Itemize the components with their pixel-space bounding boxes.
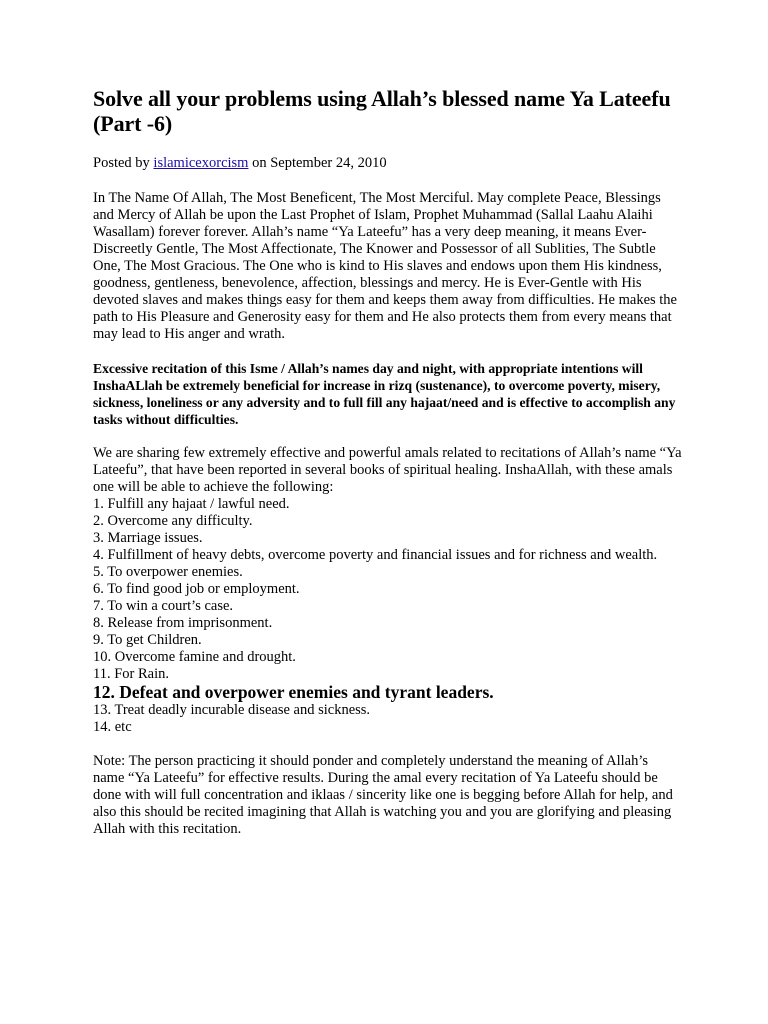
author-link[interactable]: islamicexorcism [153, 155, 249, 171]
posted-by-label: Posted by [93, 155, 150, 171]
list-item: 10. Overcome famine and drought. [93, 649, 296, 665]
recitation-benefits-paragraph: Excessive recitation of this Isme / Allah’s names day and night, with appropriate intentions will InshaALlah be extremely beneficial for increase in rizq (sustenance), to overcome poverty, misery, sickness, loneliness or any adversity and to full fill any hajaat/need and is effective to accomplish any tasks without difficulties. [93, 361, 676, 427]
list-item: 6. To find good job or employment. [93, 581, 300, 597]
note-paragraph: Note: The person practicing it should ponder and completely understand the meaning of Allah’s name “Ya Lateefu” for effective results. During the amal every recitation of Ya Lateefu should be done with will full concentration and iklaas / sincerity like one is begging before Allah for help, and also this should be recited imagining that Allah is watching you and you are glorifying and pleasing Allah with this recitation. [93, 753, 673, 837]
list-item: 8. Release from imprisonment. [93, 615, 273, 631]
list-item: 7. To win a court’s case. [93, 598, 234, 614]
list-item: 11. For Rain. [93, 666, 169, 682]
amals-intro-paragraph: We are sharing few extremely effective and powerful amals related to recitations of Allah’s name “Ya Lateefu”, that have been reported in several books of spiritual healing. InshaAllah, with these amals one will be able to achieve the following: [93, 445, 682, 495]
list-item-highlighted: 12. Defeat and overpower enemies and tyrant leaders. [93, 682, 494, 702]
post-meta [93, 155, 683, 172]
list-item: 4. Fulfillment of heavy debts, overcome poverty and financial issues and for richness and wealth. [93, 547, 658, 563]
list-item: 14. etc [93, 719, 132, 735]
intro-paragraph: In The Name Of Allah, The Most Beneficent, The Most Merciful. May complete Peace, Blessings and Mercy of Allah be upon the Last Prophet of Islam, Prophet Muhammad (Sallal Laahu Alaihi Wasallam) forever forever. Allah’s name “Ya Lateefu” has a very deep meaning, it means Ever-Discreetly Gentle, The Most Affectionate, The Knower and Possessor of all Sublities, The Subtle One, The Most Gracious. The One who is kind to His slaves and endows upon them His kindness, goodness, gentleness, benevolence, affection, blessings and mercy. He is Ever-Gentle with His devoted slaves and makes things easy for them and keeps them away from difficulties. He makes the path to His Pleasure and Generosity easy for them and He also protects them from every means that may lead to His anger and wrath. [93, 190, 677, 342]
list-item: 1. Fulfill any hajaat / lawful need. [93, 496, 290, 512]
list-item: 9. To get Children. [93, 632, 202, 648]
post-date: on September 24, 2010 [252, 155, 387, 171]
list-item: 5. To overpower enemies. [93, 564, 243, 580]
list-item: 2. Overcome any difficulty. [93, 513, 253, 529]
benefits-list [93, 496, 683, 736]
list-item: 13. Treat deadly incurable disease and sickness. [93, 702, 371, 718]
list-item: 3. Marriage issues. [93, 530, 203, 546]
article-title: Solve all your problems using Allah’s blessed name Ya Lateefu (Part -6) [93, 86, 671, 136]
document-page [93, 86, 683, 838]
